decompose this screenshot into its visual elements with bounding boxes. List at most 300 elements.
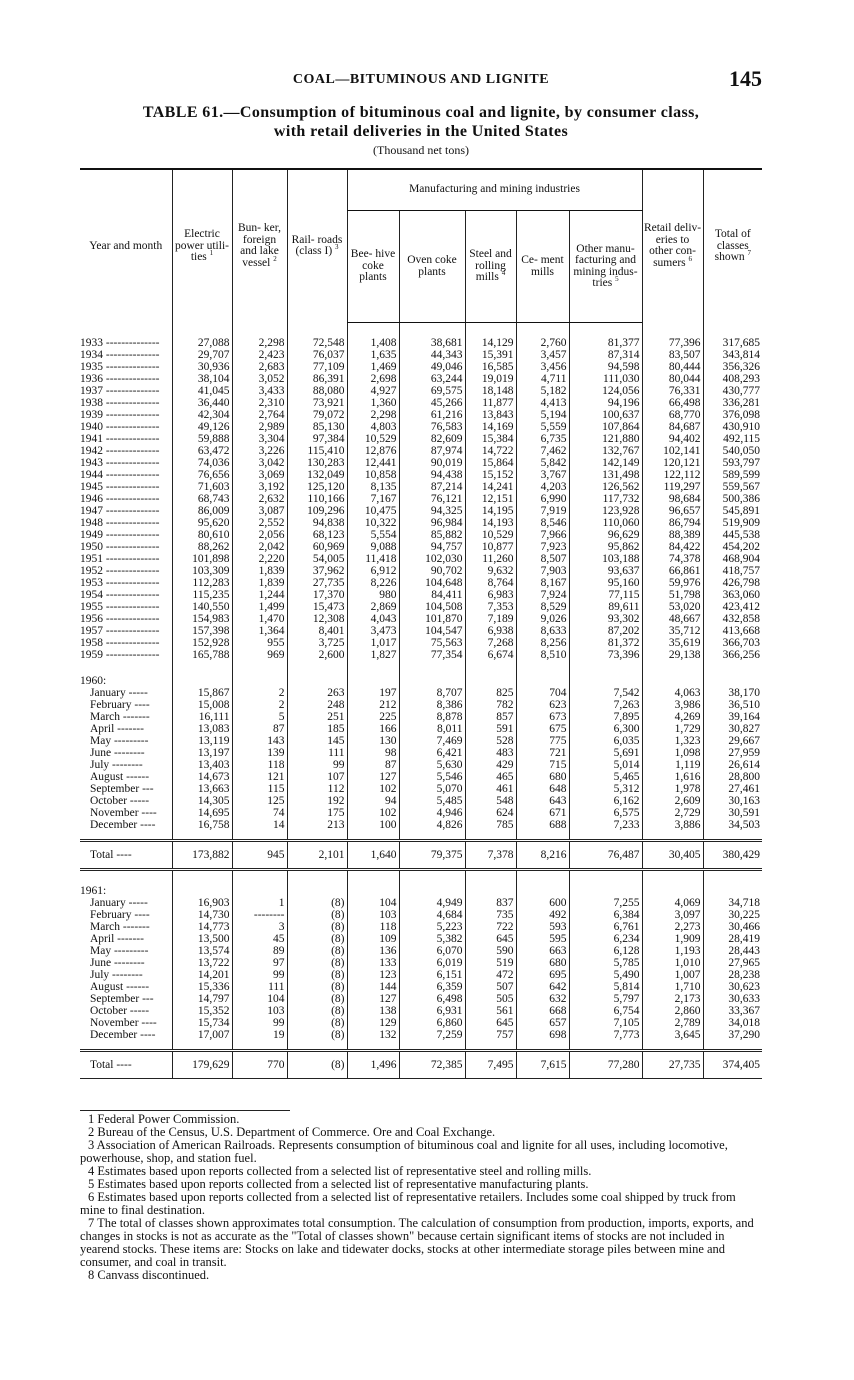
month-row: [80, 747, 762, 759]
year-cell: [80, 445, 172, 457]
bunker-cell: 14: [232, 819, 287, 831]
row-label: 1938: [80, 397, 103, 409]
steel-cell: 645: [465, 933, 516, 945]
month-row: [80, 909, 762, 921]
year-cell: [80, 759, 172, 771]
bunker-cell: 3,192: [232, 481, 287, 493]
oven-cell: 8,386: [399, 699, 465, 711]
railroads-cell: 99: [287, 759, 347, 771]
retail-cell: 4,063: [642, 687, 703, 699]
steel-cell: 12,151: [465, 493, 516, 505]
cement-cell: 7,924: [516, 589, 569, 601]
oven-cell: 5,630: [399, 759, 465, 771]
retail-cell: 1,193: [642, 945, 703, 957]
footnote-8: 8 Canvass discontinued.: [88, 1268, 210, 1282]
year-cell: [80, 457, 172, 469]
electric-cell: 16,758: [172, 819, 232, 831]
year-cell: [80, 909, 172, 921]
cement-cell: 675: [516, 723, 569, 735]
row-label: March: [90, 921, 121, 933]
railroads-cell: 111: [287, 747, 347, 759]
oven-cell: 8,707: [399, 687, 465, 699]
railroads-cell: (8): [287, 945, 347, 957]
oven-cell: 61,216: [399, 409, 465, 421]
bunker-cell: 3: [232, 921, 287, 933]
railroads-cell: (8): [287, 957, 347, 969]
other-manufacturing-cell: 100,637: [569, 409, 642, 421]
electric-cell: 13,663: [172, 783, 232, 795]
total-cell: 30,623: [703, 981, 762, 993]
beehive-cell: 10,475: [347, 505, 399, 517]
retail-cell: 1,978: [642, 783, 703, 795]
total-cell: 492,115: [703, 433, 762, 445]
leader-dots: -----: [127, 1005, 150, 1017]
steel-cell: 7,268: [465, 637, 516, 649]
row-label: December: [90, 819, 138, 831]
row-label: July: [90, 759, 110, 771]
annual-row: [80, 553, 762, 565]
steel-cell: 837: [465, 897, 516, 909]
year-cell: [80, 361, 172, 373]
total-cell: 343,814: [703, 349, 762, 361]
month-row: [80, 921, 762, 933]
steel-cell: 528: [465, 735, 516, 747]
beehive-cell: 212: [347, 699, 399, 711]
other-manufacturing-cell: 6,384: [569, 909, 642, 921]
cement-cell: 5,194: [516, 409, 569, 421]
electric-cell: 16,111: [172, 711, 232, 723]
leader-dots: ----: [138, 807, 157, 819]
table-title-line-2: with retail deliveries in the United States: [273, 123, 569, 140]
bunker-cell: 139: [232, 747, 287, 759]
retail-cell: 2,729: [642, 807, 703, 819]
oven-cell: 6,019: [399, 957, 465, 969]
leader-dots: --------------: [103, 589, 160, 601]
bunker-cell: 2,764: [232, 409, 287, 421]
footnote-rule: [80, 1110, 290, 1111]
cement-cell: 8,216: [516, 841, 569, 870]
oven-cell: 79,375: [399, 841, 465, 870]
cement-cell: 8,507: [516, 553, 569, 565]
month-row: [80, 687, 762, 699]
bunker-cell: 3,304: [232, 433, 287, 445]
beehive-cell: 10,322: [347, 517, 399, 529]
annual-row: [80, 385, 762, 397]
electric-cell: 95,620: [172, 517, 232, 529]
oven-cell: 49,046: [399, 361, 465, 373]
cement-cell: 5,559: [516, 421, 569, 433]
railroads-cell: 185: [287, 723, 347, 735]
other-manufacturing-cell: 5,691: [569, 747, 642, 759]
table-title-line-1: TABLE 61.—Consumption of bituminous coal and lignite, by consumer class,: [142, 104, 700, 121]
month-row: [80, 1017, 762, 1029]
steel-cell: 857: [465, 711, 516, 723]
row-label: 1955: [80, 601, 103, 613]
row-label: 1956: [80, 613, 103, 625]
beehive-cell: 136: [347, 945, 399, 957]
electric-cell: 179,629: [172, 1051, 232, 1079]
other-manufacturing-cell: 93,637: [569, 565, 642, 577]
leader-dots: --------: [111, 747, 145, 759]
oven-cell: 87,214: [399, 481, 465, 493]
beehive-cell: 12,441: [347, 457, 399, 469]
col-header-other-manufacturing: Other manu- facturing and mining indus- tries $^5$: [569, 211, 642, 323]
retail-cell: 1,729: [642, 723, 703, 735]
railroads-cell: 8,401: [287, 625, 347, 637]
retail-cell: 1,323: [642, 735, 703, 747]
beehive-cell: 1,827: [347, 649, 399, 661]
other-manufacturing-cell: 81,377: [569, 337, 642, 349]
steel-cell: 735: [465, 909, 516, 921]
steel-cell: 461: [465, 783, 516, 795]
retail-cell: 1,616: [642, 771, 703, 783]
retail-cell: 83,507: [642, 349, 703, 361]
bunker-cell: 111: [232, 981, 287, 993]
oven-cell: 87,974: [399, 445, 465, 457]
monthly-rows-1960: [80, 661, 762, 831]
steel-cell: 19,019: [465, 373, 516, 385]
railroads-cell: 77,109: [287, 361, 347, 373]
retail-cell: 1,119: [642, 759, 703, 771]
row-label: 1942: [80, 445, 103, 457]
cement-cell: 7,919: [516, 505, 569, 517]
other-manufacturing-cell: 7,895: [569, 711, 642, 723]
year-cell: [80, 589, 172, 601]
bunker-cell: 3,087: [232, 505, 287, 517]
cement-cell: 5,842: [516, 457, 569, 469]
year-cell: [80, 735, 172, 747]
other-manufacturing-cell: 89,611: [569, 601, 642, 613]
retail-cell: 74,378: [642, 553, 703, 565]
bunker-cell: 1,364: [232, 625, 287, 637]
railroads-cell: 94,838: [287, 517, 347, 529]
beehive-cell: 103: [347, 909, 399, 921]
bunker-cell: 2,298: [232, 337, 287, 349]
oven-cell: 104,508: [399, 601, 465, 613]
footnote-7: 7 The total of classes shown approximates total consumption. The calculation of consumption from production, imports, exports, and changes in stocks is not as accurate as the "Total of classes shown" because certain significant items of stocks are not included in yearend stocks. These items are: Stocks on lake and tidewater docks, stocks at other intermediate storage piles between mine and consumer, and coal in transit.: [80, 1216, 754, 1269]
retail-cell: 77,396: [642, 337, 703, 349]
year-cell: [80, 385, 172, 397]
total-cell: 27,965: [703, 957, 762, 969]
row-label: May: [90, 945, 112, 957]
beehive-cell: 123: [347, 969, 399, 981]
bunker-cell: 99: [232, 969, 287, 981]
oven-cell: 85,882: [399, 529, 465, 541]
cement-cell: 715: [516, 759, 569, 771]
col-header-beehive: Bee- hive coke plants: [347, 211, 399, 323]
year-cell: [80, 433, 172, 445]
annual-row: [80, 649, 762, 661]
bunker-cell: --------: [232, 909, 287, 921]
railroads-cell: (8): [287, 897, 347, 909]
oven-cell: 82,609: [399, 433, 465, 445]
annual-row: [80, 541, 762, 553]
cement-cell: 492: [516, 909, 569, 921]
row-label: 1935: [80, 361, 103, 373]
running-head-title: COAL—BITUMINOUS AND LIGNITE: [292, 72, 550, 87]
oven-cell: 5,485: [399, 795, 465, 807]
electric-cell: 59,888: [172, 433, 232, 445]
total-cell: 34,503: [703, 819, 762, 831]
leader-dots: --------------: [103, 337, 160, 349]
total-cell: 34,018: [703, 1017, 762, 1029]
retail-cell: 48,667: [642, 613, 703, 625]
retail-cell: 4,269: [642, 711, 703, 723]
electric-cell: 38,104: [172, 373, 232, 385]
retail-cell: 119,297: [642, 481, 703, 493]
bunker-cell: 2,042: [232, 541, 287, 553]
bunker-cell: 103: [232, 1005, 287, 1017]
oven-cell: 72,385: [399, 1051, 465, 1079]
other-manufacturing-cell: 94,598: [569, 361, 642, 373]
leader-dots: ---------: [111, 945, 149, 957]
electric-cell: 14,201: [172, 969, 232, 981]
electric-cell: 15,336: [172, 981, 232, 993]
total-cell: 30,225: [703, 909, 762, 921]
oven-cell: 8,878: [399, 711, 465, 723]
electric-cell: 14,773: [172, 921, 232, 933]
other-manufacturing-cell: 121,880: [569, 433, 642, 445]
railroads-cell: 37,962: [287, 565, 347, 577]
beehive-cell: 1,360: [347, 397, 399, 409]
total-cell: 363,060: [703, 589, 762, 601]
year-cell: [80, 625, 172, 637]
col-header-cement: Ce- ment mills: [516, 211, 569, 323]
leader-dots: --------------: [103, 373, 160, 385]
retail-cell: 96,657: [642, 505, 703, 517]
annual-row: [80, 481, 762, 493]
cement-cell: 688: [516, 819, 569, 831]
total-cell: 33,367: [703, 1005, 762, 1017]
beehive-cell: 1,017: [347, 637, 399, 649]
electric-cell: 15,008: [172, 699, 232, 711]
year-label-row: [80, 675, 762, 687]
railroads-cell: 110,166: [287, 493, 347, 505]
annual-row: [80, 445, 762, 457]
bunker-cell: 3,069: [232, 469, 287, 481]
total-cell: 34,718: [703, 897, 762, 909]
annual-row: [80, 613, 762, 625]
annual-row: [80, 637, 762, 649]
year-cell: [80, 409, 172, 421]
row-label: January: [90, 687, 126, 699]
other-manufacturing-cell: 7,263: [569, 699, 642, 711]
railroads-cell: (8): [287, 981, 347, 993]
row-label: May: [90, 735, 112, 747]
total-cell: 37,290: [703, 1029, 762, 1041]
cement-cell: 6,735: [516, 433, 569, 445]
bunker-cell: 104: [232, 993, 287, 1005]
oven-cell: 6,151: [399, 969, 465, 981]
total-cell: 366,703: [703, 637, 762, 649]
electric-cell: 14,797: [172, 993, 232, 1005]
cement-cell: 4,413: [516, 397, 569, 409]
leader-dots: --------------: [103, 385, 160, 397]
year-cell: [80, 649, 172, 661]
annual-row: [80, 409, 762, 421]
electric-cell: 15,867: [172, 687, 232, 699]
annual-row: [80, 433, 762, 445]
leader-dots: ---------: [111, 735, 149, 747]
total-cell: 519,909: [703, 517, 762, 529]
beehive-cell: 133: [347, 957, 399, 969]
cement-cell: 7,615: [516, 1051, 569, 1079]
footnote-ref-1: 1: [209, 249, 214, 258]
retail-cell: 3,886: [642, 819, 703, 831]
steel-cell: 15,384: [465, 433, 516, 445]
cement-cell: 9,026: [516, 613, 569, 625]
row-label: 1950: [80, 541, 103, 553]
steel-cell: 11,260: [465, 553, 516, 565]
bunker-cell: 121: [232, 771, 287, 783]
oven-cell: 94,757: [399, 541, 465, 553]
leader-dots: --------------: [103, 481, 160, 493]
railroads-cell: 85,130: [287, 421, 347, 433]
railroads-cell: 27,735: [287, 577, 347, 589]
other-manufacturing-cell: 87,202: [569, 625, 642, 637]
oven-cell: 76,583: [399, 421, 465, 433]
total-cell: 29,667: [703, 735, 762, 747]
cement-cell: 642: [516, 981, 569, 993]
beehive-cell: 1,496: [347, 1051, 399, 1079]
railroads-cell: 2,101: [287, 841, 347, 870]
other-manufacturing-cell: 107,864: [569, 421, 642, 433]
total-cell: 30,591: [703, 807, 762, 819]
beehive-cell: 94: [347, 795, 399, 807]
leader-dots: --------------: [103, 577, 160, 589]
bunker-cell: 97: [232, 957, 287, 969]
annual-row: [80, 337, 762, 349]
cement-cell: 595: [516, 933, 569, 945]
railroads-cell: 76,037: [287, 349, 347, 361]
other-manufacturing-cell: 7,105: [569, 1017, 642, 1029]
oven-cell: 96,984: [399, 517, 465, 529]
leader-dots: --------: [111, 957, 145, 969]
row-label: November: [90, 807, 139, 819]
table-subtitle: (Thousand net tons): [373, 143, 469, 157]
oven-cell: 90,019: [399, 457, 465, 469]
beehive-cell: 102: [347, 807, 399, 819]
other-manufacturing-cell: 6,162: [569, 795, 642, 807]
col-header-oven: Oven coke plants: [399, 211, 465, 323]
steel-cell: 7,495: [465, 1051, 516, 1079]
footnote-6: 6 Estimates based upon reports collected from a selected list of representative retailers. Includes some coal shipped by truck from mine to final destination.: [80, 1190, 736, 1217]
row-label: October: [90, 795, 128, 807]
railroads-cell: (8): [287, 1005, 347, 1017]
row-label: August: [90, 771, 124, 783]
other-manufacturing-cell: 81,372: [569, 637, 642, 649]
leader-dots: --------------: [103, 493, 160, 505]
other-manufacturing-cell: 7,773: [569, 1029, 642, 1041]
footnotes: [80, 1110, 762, 1282]
retail-cell: 3,097: [642, 909, 703, 921]
other-manufacturing-cell: 132,767: [569, 445, 642, 457]
cement-cell: 6,990: [516, 493, 569, 505]
electric-cell: 13,500: [172, 933, 232, 945]
electric-cell: 29,707: [172, 349, 232, 361]
annual-row: [80, 373, 762, 385]
total-cell: 28,419: [703, 933, 762, 945]
oven-cell: 69,575: [399, 385, 465, 397]
other-manufacturing-cell: 93,302: [569, 613, 642, 625]
oven-cell: 90,702: [399, 565, 465, 577]
bunker-cell: 3,042: [232, 457, 287, 469]
month-row: [80, 993, 762, 1005]
retail-cell: 68,770: [642, 409, 703, 421]
beehive-cell: 104: [347, 897, 399, 909]
retail-cell: 94,402: [642, 433, 703, 445]
electric-cell: 68,743: [172, 493, 232, 505]
retail-cell: 76,331: [642, 385, 703, 397]
electric-cell: 13,197: [172, 747, 232, 759]
cement-cell: 698: [516, 1029, 569, 1041]
railroads-cell: (8): [287, 1029, 347, 1041]
beehive-cell: 102: [347, 783, 399, 795]
steel-cell: 15,152: [465, 469, 516, 481]
row-label: 1943: [80, 457, 103, 469]
row-label: 1940: [80, 421, 103, 433]
leader-dots: --------------: [103, 433, 160, 445]
oven-cell: 94,325: [399, 505, 465, 517]
leader-dots: ------: [123, 771, 150, 783]
year-cell: [80, 577, 172, 589]
cement-cell: 680: [516, 957, 569, 969]
electric-cell: 30,936: [172, 361, 232, 373]
month-row: [80, 723, 762, 735]
row-label: 1937: [80, 385, 103, 397]
cement-cell: 3,456: [516, 361, 569, 373]
electric-cell: 74,036: [172, 457, 232, 469]
other-manufacturing-cell: 6,754: [569, 1005, 642, 1017]
cement-cell: 4,203: [516, 481, 569, 493]
total-cell: 500,386: [703, 493, 762, 505]
railroads-cell: 263: [287, 687, 347, 699]
other-manufacturing-cell: 111,030: [569, 373, 642, 385]
oven-cell: 6,359: [399, 981, 465, 993]
year-cell: [80, 469, 172, 481]
annual-row: [80, 493, 762, 505]
bunker-cell: 5: [232, 711, 287, 723]
oven-cell: 8,011: [399, 723, 465, 735]
cement-cell: 673: [516, 711, 569, 723]
year-label-1960: 1960:: [80, 675, 107, 687]
total-cell: 28,800: [703, 771, 762, 783]
leader-dots: --------------: [103, 361, 160, 373]
month-row: [80, 981, 762, 993]
month-row: [80, 933, 762, 945]
footnote-ref-3: 3: [335, 243, 339, 252]
month-row: [80, 699, 762, 711]
spacer-row: [80, 323, 762, 338]
row-label: November: [90, 1017, 139, 1029]
total-cell: 336,281: [703, 397, 762, 409]
annual-row: [80, 625, 762, 637]
row-label: October: [90, 1005, 128, 1017]
cement-cell: 668: [516, 1005, 569, 1017]
oven-cell: 104,648: [399, 577, 465, 589]
year-cell: [80, 747, 172, 759]
month-row: [80, 795, 762, 807]
col-header-bunker: Bun- ker, foreign and lake vessel $^2$: [232, 169, 287, 323]
beehive-cell: 2,298: [347, 409, 399, 421]
leader-dots: --------------: [103, 613, 160, 625]
oven-cell: 4,684: [399, 909, 465, 921]
year-cell: [80, 783, 172, 795]
oven-cell: 77,354: [399, 649, 465, 661]
oven-cell: 5,382: [399, 933, 465, 945]
beehive-cell: 225: [347, 711, 399, 723]
year-cell: [80, 723, 172, 735]
